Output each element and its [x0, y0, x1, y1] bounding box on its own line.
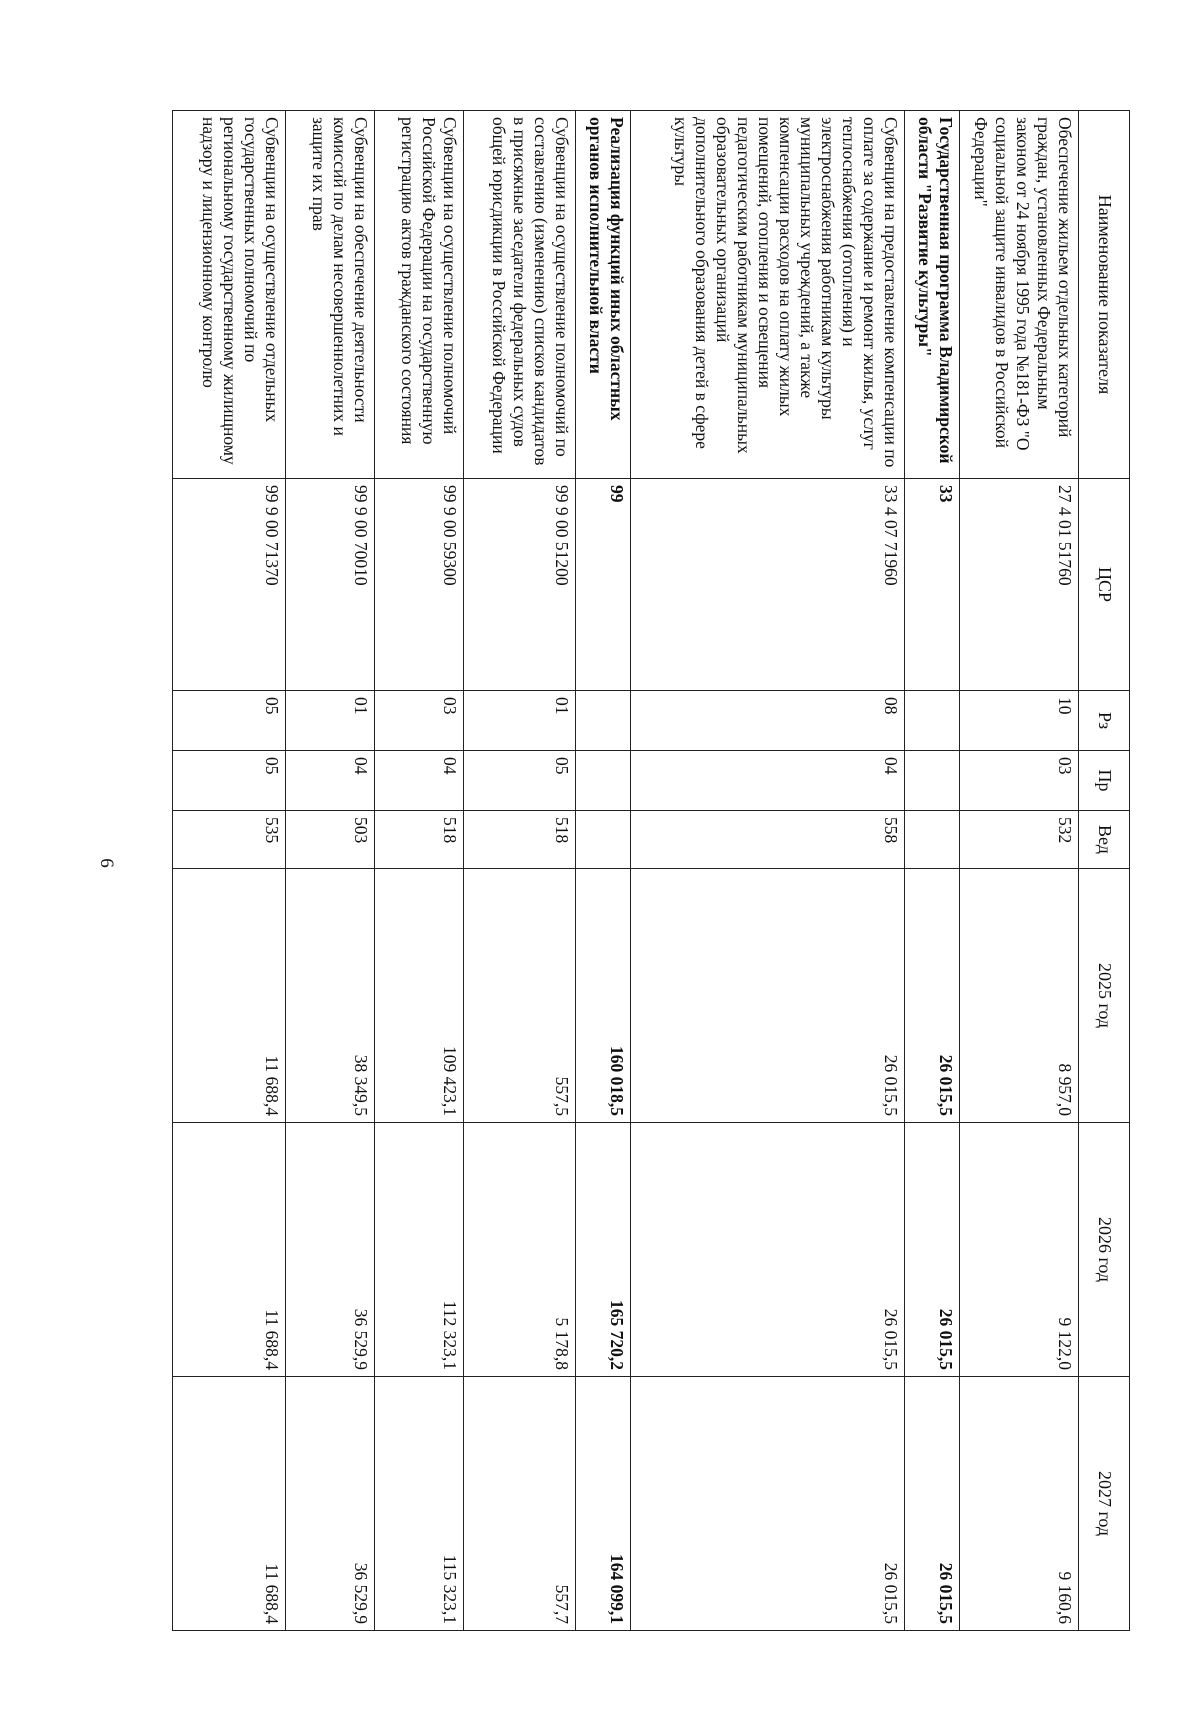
row-rz: 01 [464, 691, 576, 751]
table-row [374, 111, 463, 1631]
row-ved: 518 [374, 811, 463, 869]
row-2027: 11 688,4 [173, 1377, 286, 1631]
row-ved: 518 [464, 811, 576, 869]
row-2025: 160 018,5 [575, 869, 630, 1123]
row-2026: 165 720,2 [575, 1123, 630, 1377]
header-2026: 2026 год [1079, 1123, 1130, 1377]
budget-table [172, 110, 1130, 1631]
row-name: Субвенции на осуществление полномочий Российской Федерации на государственную регистрацию актов гражданского состояния [374, 111, 463, 479]
row-pr: 05 [173, 751, 286, 811]
table-row [575, 111, 630, 1631]
header-rz: Рз [1079, 691, 1130, 751]
row-name: Субвенции на осуществление отдельных государственных полномочий по региональному государственному жилищному надзору и лицензионному контролю [173, 111, 286, 479]
table-row [173, 111, 286, 1631]
row-2027: 115 323,1 [374, 1377, 463, 1631]
row-2025: 11 688,4 [173, 869, 286, 1123]
row-csr: 33 [904, 479, 959, 691]
header-2027: 2027 год [1079, 1377, 1130, 1631]
row-rz: 08 [630, 691, 904, 751]
row-name: Субвенции на обеспечение деятельности комиссий по делам несовершеннолетних и защите их прав [285, 111, 374, 479]
row-2026: 26 015,5 [904, 1123, 959, 1377]
row-2026: 11 688,4 [173, 1123, 286, 1377]
row-name: Государственная программа Владимирской области "Развитие культуры" [904, 111, 959, 479]
row-pr: 05 [464, 751, 576, 811]
row-2025: 26 015,5 [630, 869, 904, 1123]
row-rz: 05 [173, 691, 286, 751]
row-rz: 03 [374, 691, 463, 751]
row-name: Реализация функций иных областных органов исполнительной власти [575, 111, 630, 479]
row-csr: 99 9 00 71370 [173, 479, 286, 691]
row-2026: 112 323,1 [374, 1123, 463, 1377]
header-pr: Пр [1079, 751, 1130, 811]
row-csr: 27 4 01 51760 [960, 479, 1079, 691]
row-csr: 99 9 00 51200 [464, 479, 576, 691]
row-pr: 04 [285, 751, 374, 811]
header-2025: 2025 год [1079, 869, 1130, 1123]
row-2025: 557,5 [464, 869, 576, 1123]
row-csr: 99 9 00 70010 [285, 479, 374, 691]
table-row [960, 111, 1079, 1631]
row-2027: 26 015,5 [904, 1377, 959, 1631]
row-2026: 36 529,9 [285, 1123, 374, 1377]
row-2026: 5 178,8 [464, 1123, 576, 1377]
row-name: Обеспечение жильем отдельных категорий граждан, установленных Федеральным законом от 24 ноября 1995 года №181-ФЗ "О социальной защите инвалидов в Российской Федерации" [960, 111, 1079, 479]
row-rz: 01 [285, 691, 374, 751]
header-ved: Вед [1079, 811, 1130, 869]
row-name: Субвенции на осуществление полномочий по составлению (изменению) списков кандидатов в присяжные заседатели федеральных судов общей юрисдикции в Российской Федерации [464, 111, 576, 479]
header-name: Наименование показателя [1079, 111, 1130, 479]
table-row [464, 111, 576, 1631]
row-2027: 164 099,1 [575, 1377, 630, 1631]
row-pr [904, 751, 959, 811]
row-ved [575, 811, 630, 869]
budget-table-rotated [172, 110, 1130, 1630]
row-pr: 04 [374, 751, 463, 811]
row-2025: 38 349,5 [285, 869, 374, 1123]
row-ved: 558 [630, 811, 904, 869]
row-2027: 26 015,5 [630, 1377, 904, 1631]
row-2027: 9 160,6 [960, 1377, 1079, 1631]
row-csr: 99 9 00 59300 [374, 479, 463, 691]
row-2025: 8 957,0 [960, 869, 1079, 1123]
row-name: Субвенции на предоставление компенсации по оплате за содержание и ремонт жилья, услуг теплоснабжения (отопления) и электроснабжения работникам культуры муниципальных учреждений, а также компенсации расходов на оплату жилых помещений, отопления и освещения педагогическим работникам муниципальных образовательных организаций дополнительного образования детей в сфере культуры [630, 111, 904, 479]
row-pr: 03 [960, 751, 1079, 811]
page-number: 6 [95, 858, 117, 868]
row-ved: 535 [173, 811, 286, 869]
row-rz: 10 [960, 691, 1079, 751]
table-row [904, 111, 959, 1631]
row-2026: 9 122,0 [960, 1123, 1079, 1377]
row-pr: 04 [630, 751, 904, 811]
row-rz [904, 691, 959, 751]
row-2025: 26 015,5 [904, 869, 959, 1123]
row-2027: 557,7 [464, 1377, 576, 1631]
row-ved: 503 [285, 811, 374, 869]
row-pr [575, 751, 630, 811]
table-row [630, 111, 904, 1631]
row-csr: 33 4 07 71960 [630, 479, 904, 691]
row-rz [575, 691, 630, 751]
row-2026: 26 015,5 [630, 1123, 904, 1377]
table-header-row [1079, 111, 1130, 1631]
header-csr: ЦСР [1079, 479, 1130, 691]
row-csr: 99 [575, 479, 630, 691]
row-2025: 109 423,1 [374, 869, 463, 1123]
table-row [285, 111, 374, 1631]
row-2027: 36 529,9 [285, 1377, 374, 1631]
row-ved [904, 811, 959, 869]
row-ved: 532 [960, 811, 1079, 869]
